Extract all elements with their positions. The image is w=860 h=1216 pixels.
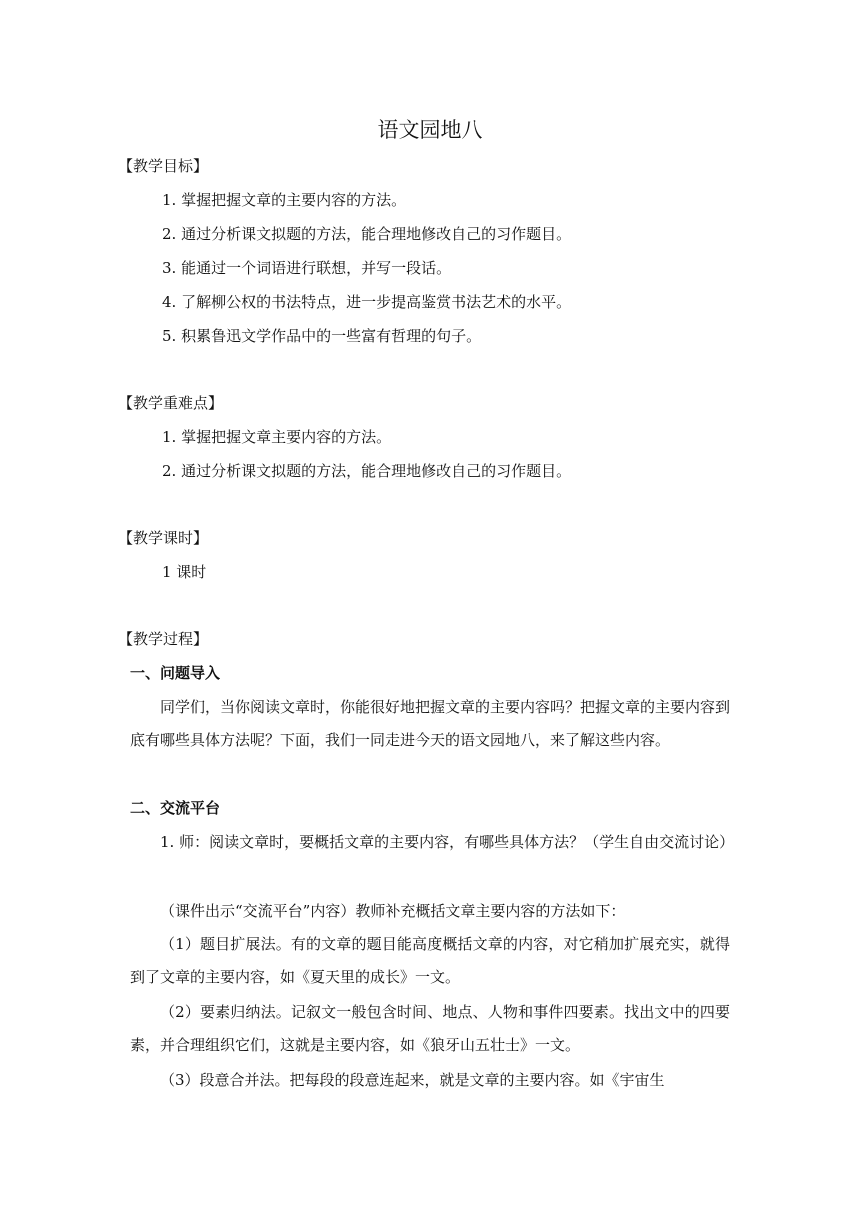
objective-item: 3. 能通过一个词语进行联想，并写一段话。 (162, 259, 452, 277)
section-heading-exchange: 二、交流平台 (130, 799, 221, 817)
method-paragraph-2: （2）要素归纳法。记叙文一般包含时间、地点、人物和事件四要素。找出文中的四要素，并合理组织它们，这就是主要内容，如《狼牙山五壮士》一文。 (130, 1003, 730, 1054)
method-paragraph-1: （1）题目扩展法。有的文章的题目能高度概括文章的内容，对它稍加扩展充实，就得到了文章的主要内容，如《夏天里的成长》一文。 (130, 935, 730, 986)
key-point-item: 1. 掌握把握文章主要内容的方法。 (162, 428, 392, 446)
method-paragraph-3: （3）段意合并法。把每段的段意连起来，就是文章的主要内容。如《宇宙生 (160, 1071, 665, 1089)
objective-item: 4. 了解柳公权的书法特点，进一步提高鉴赏书法艺术的水平。 (162, 293, 572, 311)
periods-value: 1 课时 (162, 563, 207, 581)
objective-item: 2. 通过分析课文拟题的方法，能合理地修改自己的习作题目。 (162, 225, 572, 243)
key-points-heading: 【教学重难点】 (118, 394, 224, 412)
process-heading: 【教学过程】 (118, 630, 209, 648)
document-title: 语文园地八 (377, 118, 483, 142)
periods-heading: 【教学课时】 (118, 529, 209, 547)
exchange-paragraph-1: 1. 师：阅读文章时，要概括文章的主要内容，有哪些具体方法？（学生自由交流讨论） (160, 833, 735, 851)
exchange-paragraph-2: （课件出示“交流平台”内容）教师补充概括文章主要内容的方法如下： (160, 902, 626, 920)
section-heading-intro: 一、问题导入 (130, 664, 221, 682)
objective-item: 1. 掌握把握文章的主要内容的方法。 (162, 191, 407, 209)
objective-item: 5. 积累鲁迅文学作品中的一些富有哲理的句子。 (162, 327, 482, 345)
intro-paragraph: 同学们，当你阅读文章时，你能很好地把握文章的主要内容吗？把握文章的主要内容到底有哪些具体方法呢？下面，我们一同走进今天的语文园地八，来了解这些内容。 (130, 698, 731, 749)
objectives-heading: 【教学目标】 (118, 157, 209, 175)
key-point-item: 2. 通过分析课文拟题的方法，能合理地修改自己的习作题目。 (162, 462, 572, 480)
